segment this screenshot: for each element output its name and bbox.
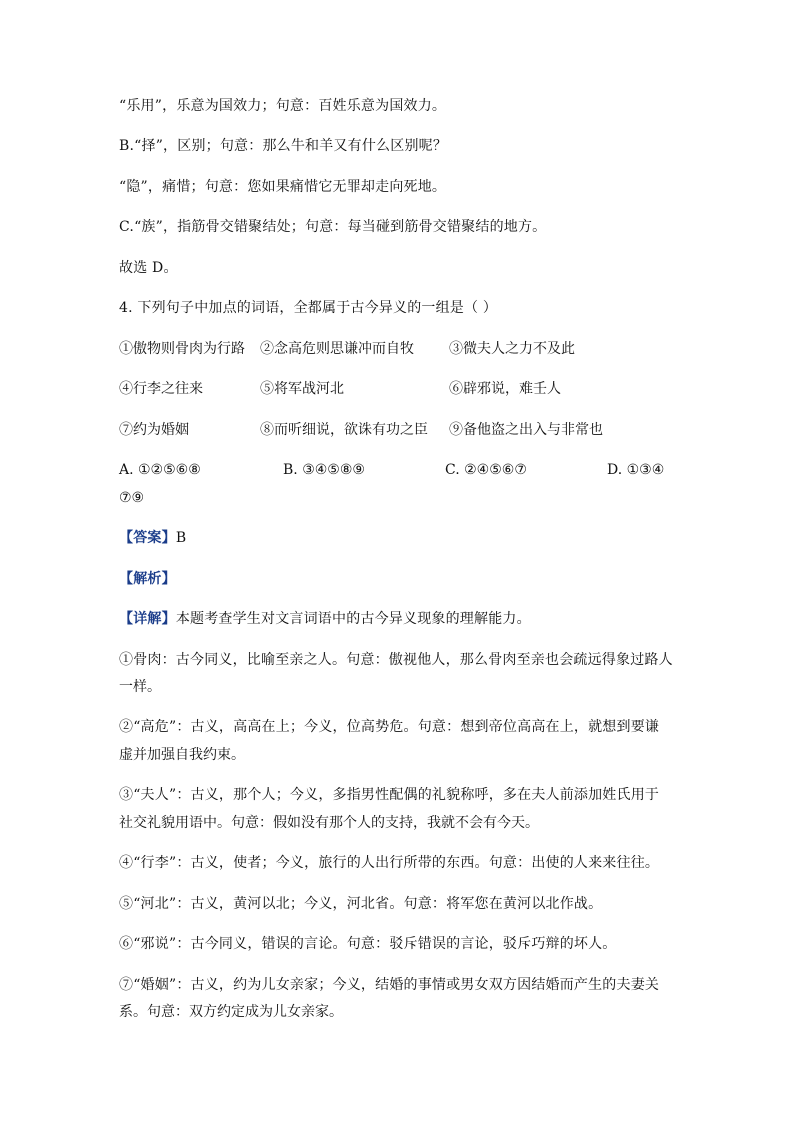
answer-value: B <box>175 530 187 546</box>
choice-d: D. ①③④ <box>607 462 665 478</box>
conclusion-line: 故选 D。 <box>119 260 178 276</box>
analysis-label: 【解析】 <box>119 571 176 587</box>
explanation-line-yin: “隐”，痛惜；句意：您如果痛惜它无罪却走向死地。 <box>119 179 447 195</box>
detail-point-4: ④“行李”：古义，使者；今义，旅行的人出行所带的东西。句意：出使的人来来往往。 <box>119 855 660 871</box>
explanation-line-ze: B.“择”，区别；句意：那么牛和羊又有什么区别呢？ <box>119 138 448 154</box>
detail-point-2-continued: 虚并加强自我约束。 <box>119 747 245 763</box>
detail-line <box>119 609 531 629</box>
choice-d-continued: ⑦⑨ <box>119 490 145 506</box>
detail-point-5: ⑤“河北”：古义，黄河以北；今义，河北省。句意：将军您在黄河以北作战。 <box>119 896 603 912</box>
explanation-line-zu: C.“族”，指筋骨交错聚结处；句意：每当碰到筋骨交错聚结的地方。 <box>119 219 547 235</box>
detail-text: 本题考查学生对文言词语中的古今异义现象的理解能力。 <box>175 611 531 627</box>
detail-point-3-continued: 社交礼貌用语中。句意：假如没有那个人的支持，我就不会有今天。 <box>119 815 539 831</box>
option-8: ⑧而听细说，欲诛有功之臣 <box>260 422 428 438</box>
option-4: ④行李之往来 <box>119 381 203 397</box>
detail-point-3: ③“夫人”：古义，那个人；今义，多指男性配偶的礼貌称呼，多在夫人前添加姓氏用于 <box>119 787 660 803</box>
choice-c: C. ②④⑤⑥⑦ <box>445 462 527 478</box>
answer-line <box>119 528 186 548</box>
option-6: ⑥辟邪说，难壬人 <box>449 381 561 397</box>
detail-point-7-continued: 系。句意：双方约定成为儿女亲家。 <box>119 1004 343 1020</box>
detail-point-1: ①骨肉：古今同义，比喻至亲之人。句意：傲视他人，那么骨肉至亲也会疏远得象过路人 <box>119 652 673 668</box>
answer-label: 【答案】 <box>119 530 176 546</box>
detail-point-7: ⑦“婚姻”：古义，约为儿女亲家；今义，结婚的事情或男女双方因结婚而产生的夫妻关 <box>119 977 660 993</box>
analysis-line <box>119 569 176 589</box>
option-7: ⑦约为婚姻 <box>119 422 189 438</box>
option-2: ②念高危则思谦冲而自牧 <box>260 341 414 357</box>
detail-point-1-continued: 一样。 <box>119 679 161 695</box>
choice-b: B. ③④⑤⑧⑨ <box>283 462 365 478</box>
option-5: ⑤将军战河北 <box>260 381 344 397</box>
option-9: ⑨备他盗之出入与非常也 <box>449 422 603 438</box>
choice-a: A. ①②⑤⑥⑧ <box>119 462 201 478</box>
explanation-line-leyong: “乐用”，乐意为国效力；句意：百姓乐意为国效力。 <box>119 98 447 114</box>
option-1: ①傲物则骨肉为行路 <box>119 341 245 357</box>
question-4-stem: 4. 下列句子中加点的词语，全都属于古今异义的一组是（ ） <box>119 300 498 316</box>
option-3: ③微夫人之力不及此 <box>449 341 575 357</box>
detail-point-6: ⑥“邪说”：古今同义，错误的言论。句意：驳斥错误的言论，驳斥巧辩的坏人。 <box>119 936 617 952</box>
detail-point-2: ②“高危”：古义，高高在上；今义，位高势危。句意：想到帝位高高在上，就想到要谦 <box>119 719 660 735</box>
detail-label: 【详解】 <box>119 611 176 627</box>
